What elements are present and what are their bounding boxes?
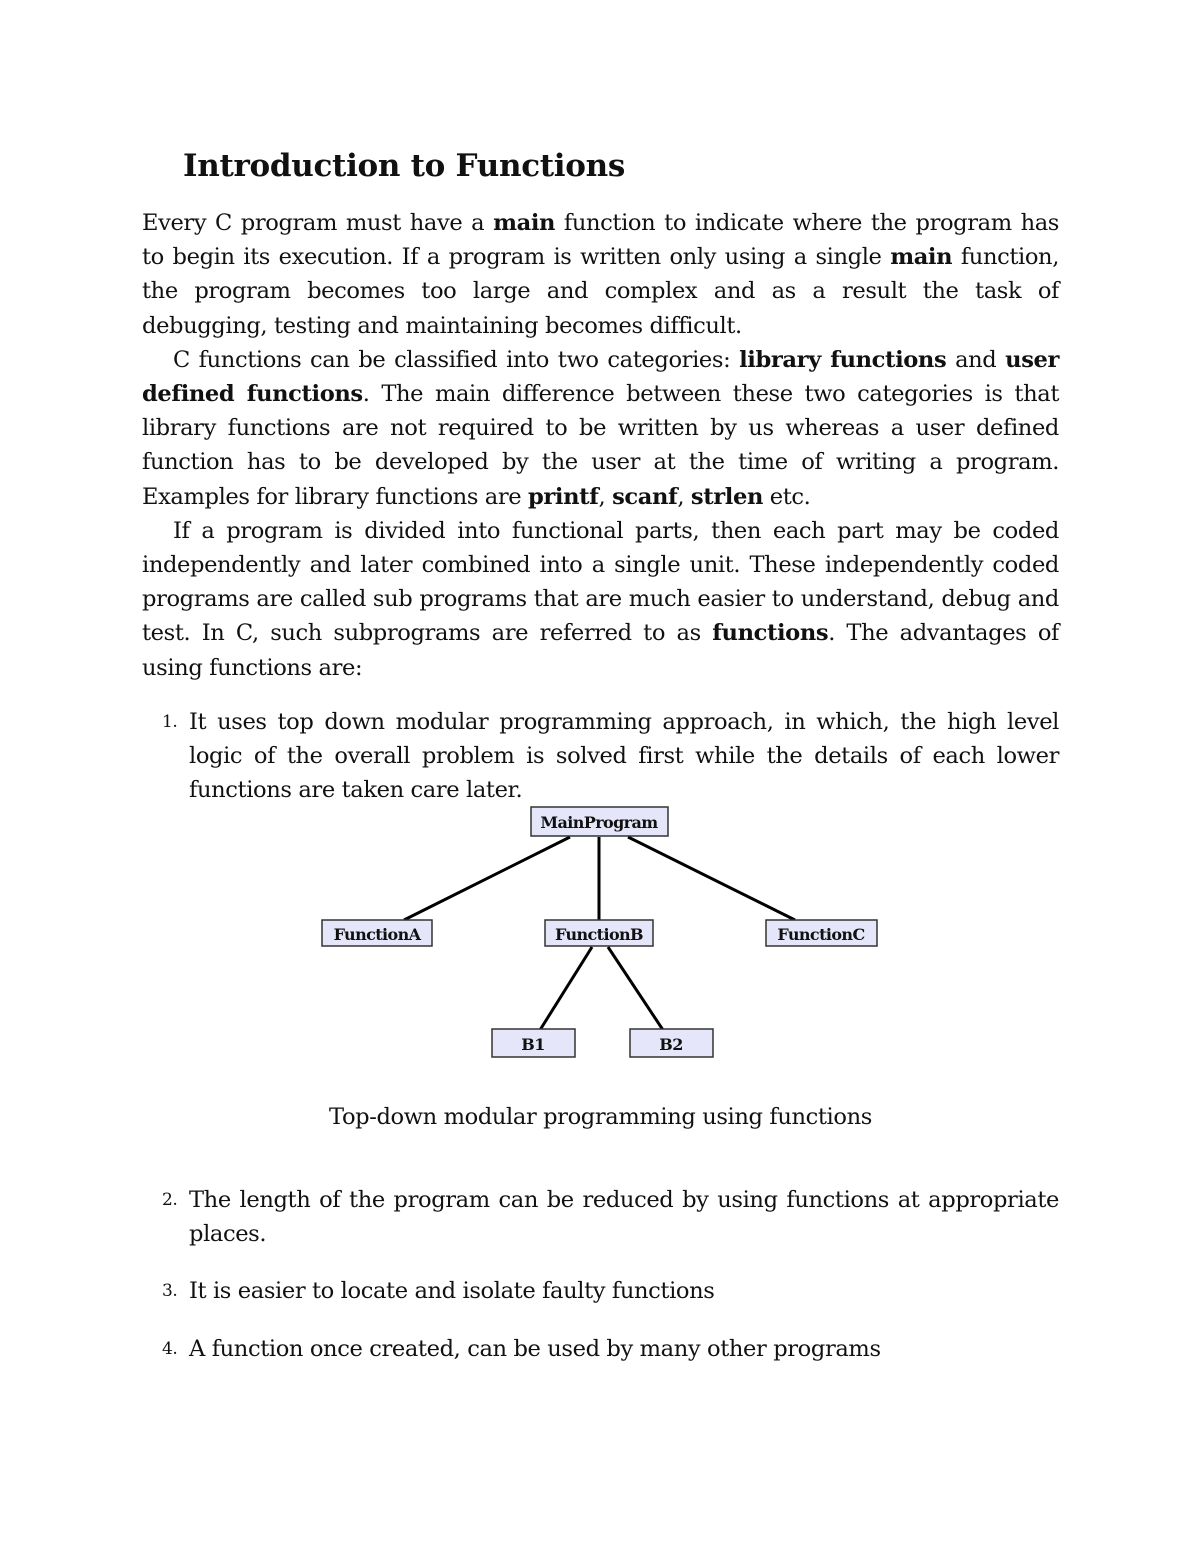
label-main-program: MainProgram	[540, 813, 658, 832]
para2-bold-library: library functions	[739, 346, 947, 373]
list-number: 3.	[162, 1281, 178, 1301]
list-item	[142, 1183, 1059, 1251]
list-item	[142, 705, 1059, 808]
connector-function-b-to-b2	[608, 947, 663, 1030]
para3-text-2: . The advantages of using functions are:	[142, 620, 1059, 681]
label-b1: B1	[521, 1035, 545, 1054]
para2-text-5: ,	[677, 483, 691, 510]
para2-text-6: etc.	[762, 483, 811, 510]
label-function-c: FunctionC	[777, 925, 865, 944]
para1-text-3: function, the program becomes too large and complex and as a result the task of debugging, testing and maintaining becomes difficult.	[142, 244, 1059, 339]
label-function-b: FunctionB	[555, 925, 643, 944]
list-text: It is easier to locate and isolate faulty functions	[189, 1278, 715, 1304]
para3-bold-functions: functions	[712, 620, 829, 647]
list-text: It uses top down modular programming approach, in which, the high level logic of the overall problem is solved first while the details of each lower functions are taken care later.	[189, 709, 1059, 804]
top-down-diagram	[300, 800, 900, 1070]
para2-bold-user-defined: user defined functions	[142, 346, 1059, 408]
page-title: Introduction to Functions	[183, 148, 626, 184]
list-text: A function once created, can be used by many other programs	[189, 1336, 881, 1362]
para2-text-1: C functions can be classified into two categories:	[173, 346, 740, 373]
diagram-caption: Top-down modular programming using functions	[329, 1104, 872, 1130]
paragraph-main-function	[142, 206, 1059, 343]
para1-text-2: function to indicate where the program has to begin its execution. If a program is written only using a single	[142, 210, 1059, 271]
list-item	[142, 1332, 1059, 1366]
para2-bold-strlen: strlen	[690, 483, 763, 510]
para3-text-1: If a program is divided into functional parts, then each part may be coded independently and later combined into a single unit. These independently coded programs are called sub programs that are much easier to understand, debug and test. In C, such subprograms are referred to as	[142, 517, 1059, 647]
para2-text-4: ,	[598, 483, 613, 510]
para2-bold-scanf: scanf	[612, 483, 678, 510]
paragraph-subprograms	[142, 514, 1059, 685]
paragraph-categories	[142, 343, 1059, 514]
para2-bold-printf: printf	[528, 483, 599, 510]
connector-main-to-function-c	[628, 837, 795, 920]
list-text: The length of the program can be reduced by using functions at appropriate places.	[189, 1187, 1059, 1248]
list-number: 4.	[162, 1339, 178, 1359]
label-function-a: FunctionA	[333, 925, 421, 944]
body-text	[142, 206, 1059, 685]
list-item	[142, 1274, 1059, 1308]
label-b2: B2	[659, 1035, 683, 1054]
para1-text-1: Every C program must have a	[142, 210, 494, 236]
list-number: 2.	[162, 1190, 178, 1210]
para1-bold-main-2: main	[890, 244, 953, 271]
list-number: 1.	[162, 712, 178, 732]
para2-text-2: and	[946, 346, 1006, 373]
connector-function-b-to-b1	[540, 947, 592, 1030]
connector-main-to-function-a	[404, 837, 570, 920]
para1-bold-main-1: main	[493, 210, 556, 236]
para2-text-3: . The main difference between these two categories is that library functions are not required to be written by us whereas a user defined function has to be developed by the user at the time of writing a program. Examples for library functions are	[142, 381, 1060, 510]
